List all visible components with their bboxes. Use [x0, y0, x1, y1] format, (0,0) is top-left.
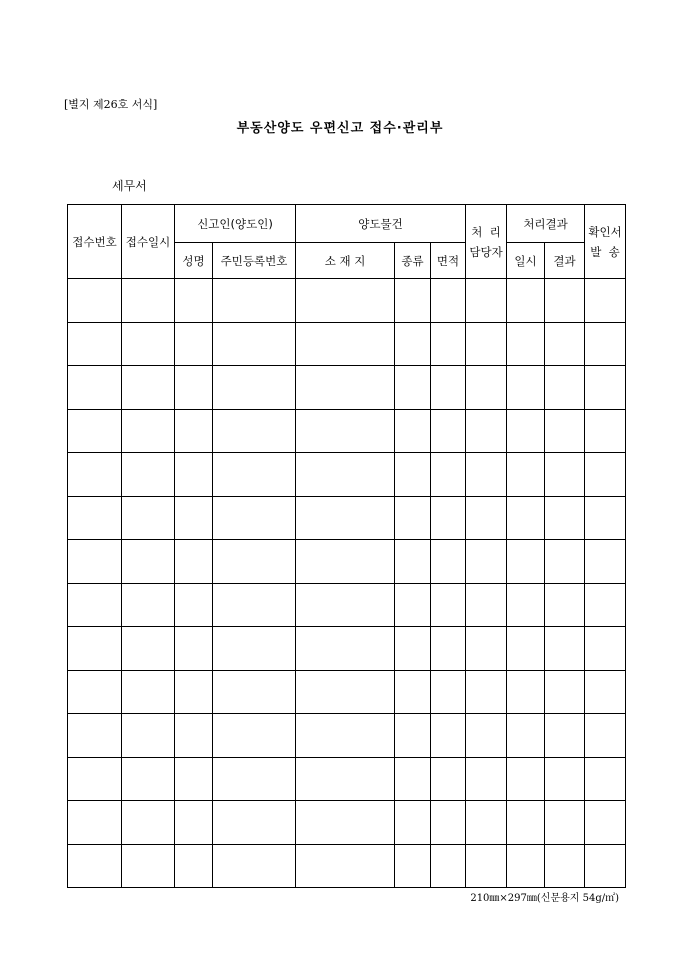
- table-row: [68, 627, 626, 671]
- cell-receipt-no[interactable]: [68, 322, 122, 366]
- table-row: [68, 366, 626, 410]
- cell-name[interactable]: [175, 322, 213, 366]
- cell-receipt-date[interactable]: [122, 801, 175, 845]
- cell-type[interactable]: [395, 279, 431, 323]
- cell-handler[interactable]: [466, 540, 507, 584]
- table-row: [68, 540, 626, 584]
- cell-location[interactable]: [296, 540, 395, 584]
- cell-result[interactable]: [545, 540, 585, 584]
- cell-result-date[interactable]: [507, 366, 545, 410]
- cell-handler[interactable]: [466, 279, 507, 323]
- cell-name[interactable]: [175, 279, 213, 323]
- cell-result-date[interactable]: [507, 279, 545, 323]
- table-row: [68, 801, 626, 845]
- cell-result-date[interactable]: [507, 409, 545, 453]
- cell-receipt-date[interactable]: [122, 453, 175, 497]
- cell-name[interactable]: [175, 757, 213, 801]
- cell-resident-no[interactable]: [213, 757, 296, 801]
- cell-resident-no[interactable]: [213, 670, 296, 714]
- cell-receipt-no[interactable]: [68, 540, 122, 584]
- cell-result[interactable]: [545, 322, 585, 366]
- header-handler-line2: 담당자: [469, 244, 503, 259]
- header-reporter: 신고인(양도인): [175, 205, 296, 243]
- cell-receipt-no[interactable]: [68, 714, 122, 758]
- header-result-date: 일시: [507, 243, 545, 279]
- cell-handler[interactable]: [466, 366, 507, 410]
- cell-result[interactable]: [545, 627, 585, 671]
- ledger-table: [67, 204, 626, 888]
- cell-type[interactable]: [395, 366, 431, 410]
- cell-resident-no[interactable]: [213, 801, 296, 845]
- table-row: [68, 322, 626, 366]
- cell-receipt-date[interactable]: [122, 540, 175, 584]
- cell-result-date[interactable]: [507, 757, 545, 801]
- cell-receipt-date[interactable]: [122, 627, 175, 671]
- cell-receipt-date[interactable]: [122, 496, 175, 540]
- cell-location[interactable]: [296, 714, 395, 758]
- header-resident-no: 주민등록번호: [213, 243, 296, 279]
- cell-name[interactable]: [175, 714, 213, 758]
- cell-result[interactable]: [545, 714, 585, 758]
- cell-location[interactable]: [296, 279, 395, 323]
- paper-spec-footer: 210㎜×297㎜(신문용지 54g/㎡): [470, 893, 619, 904]
- cell-confirm[interactable]: [585, 366, 626, 410]
- header-name: 성명: [175, 243, 213, 279]
- cell-area[interactable]: [431, 409, 466, 453]
- cell-receipt-date[interactable]: [122, 670, 175, 714]
- cell-resident-no[interactable]: [213, 714, 296, 758]
- cell-type[interactable]: [395, 453, 431, 497]
- cell-type[interactable]: [395, 409, 431, 453]
- cell-result[interactable]: [545, 366, 585, 410]
- cell-receipt-no[interactable]: [68, 627, 122, 671]
- cell-area[interactable]: [431, 366, 466, 410]
- cell-receipt-no[interactable]: [68, 409, 122, 453]
- cell-location[interactable]: [296, 757, 395, 801]
- header-location: 소 재 지: [296, 243, 395, 279]
- cell-receipt-date[interactable]: [122, 757, 175, 801]
- cell-location[interactable]: [296, 496, 395, 540]
- cell-result-date[interactable]: [507, 670, 545, 714]
- cell-location[interactable]: [296, 627, 395, 671]
- cell-result[interactable]: [545, 496, 585, 540]
- table-row: [68, 496, 626, 540]
- cell-type[interactable]: [395, 496, 431, 540]
- cell-type[interactable]: [395, 844, 431, 888]
- cell-receipt-date[interactable]: [122, 279, 175, 323]
- cell-handler[interactable]: [466, 453, 507, 497]
- cell-location[interactable]: [296, 453, 395, 497]
- cell-result-date[interactable]: [507, 627, 545, 671]
- cell-handler[interactable]: [466, 627, 507, 671]
- ledger-body: [68, 279, 626, 888]
- cell-name[interactable]: [175, 583, 213, 627]
- cell-confirm[interactable]: [585, 540, 626, 584]
- cell-confirm[interactable]: [585, 583, 626, 627]
- cell-location[interactable]: [296, 366, 395, 410]
- cell-confirm[interactable]: [585, 279, 626, 323]
- cell-result-date[interactable]: [507, 583, 545, 627]
- cell-area[interactable]: [431, 757, 466, 801]
- header-result: 결과: [545, 243, 585, 279]
- cell-result[interactable]: [545, 279, 585, 323]
- cell-resident-no[interactable]: [213, 409, 296, 453]
- cell-area[interactable]: [431, 583, 466, 627]
- cell-receipt-date[interactable]: [122, 322, 175, 366]
- header-handler: [466, 205, 507, 279]
- cell-name[interactable]: [175, 801, 213, 845]
- cell-location[interactable]: [296, 670, 395, 714]
- cell-result-date[interactable]: [507, 801, 545, 845]
- cell-area[interactable]: [431, 670, 466, 714]
- cell-receipt-no[interactable]: [68, 583, 122, 627]
- cell-confirm[interactable]: [585, 714, 626, 758]
- table-row: [68, 714, 626, 758]
- cell-type[interactable]: [395, 322, 431, 366]
- cell-type[interactable]: [395, 627, 431, 671]
- cell-handler[interactable]: [466, 496, 507, 540]
- cell-resident-no[interactable]: [213, 366, 296, 410]
- cell-result[interactable]: [545, 757, 585, 801]
- cell-receipt-date[interactable]: [122, 366, 175, 410]
- table-row: [68, 279, 626, 323]
- table-row: [68, 409, 626, 453]
- cell-name[interactable]: [175, 496, 213, 540]
- table-row: [68, 453, 626, 497]
- cell-resident-no[interactable]: [213, 322, 296, 366]
- cell-receipt-no[interactable]: [68, 844, 122, 888]
- cell-confirm[interactable]: [585, 670, 626, 714]
- cell-receipt-date[interactable]: [122, 844, 175, 888]
- cell-type[interactable]: [395, 670, 431, 714]
- cell-receipt-no[interactable]: [68, 366, 122, 410]
- cell-name[interactable]: [175, 453, 213, 497]
- cell-area[interactable]: [431, 714, 466, 758]
- cell-resident-no[interactable]: [213, 496, 296, 540]
- cell-handler[interactable]: [466, 322, 507, 366]
- cell-name[interactable]: [175, 670, 213, 714]
- cell-handler[interactable]: [466, 844, 507, 888]
- cell-result[interactable]: [545, 409, 585, 453]
- cell-handler[interactable]: [466, 801, 507, 845]
- cell-result-date[interactable]: [507, 540, 545, 584]
- header-property: 양도물건: [296, 205, 466, 243]
- cell-confirm[interactable]: [585, 453, 626, 497]
- cell-result-date[interactable]: [507, 453, 545, 497]
- cell-confirm[interactable]: [585, 627, 626, 671]
- cell-location[interactable]: [296, 409, 395, 453]
- cell-type[interactable]: [395, 583, 431, 627]
- cell-result-date[interactable]: [507, 322, 545, 366]
- table-row: [68, 757, 626, 801]
- cell-area[interactable]: [431, 453, 466, 497]
- header-confirm-line1: 확인서: [588, 224, 622, 239]
- header-receipt-date: 접수일시: [122, 205, 175, 279]
- header-confirm: [585, 205, 626, 279]
- cell-confirm[interactable]: [585, 801, 626, 845]
- header-area: 면적: [431, 243, 466, 279]
- cell-confirm[interactable]: [585, 322, 626, 366]
- cell-name[interactable]: [175, 844, 213, 888]
- form-number-label: [별지 제26호 서식]: [64, 98, 158, 111]
- cell-confirm[interactable]: [585, 496, 626, 540]
- header-result-group: 처리결과: [507, 205, 585, 243]
- cell-resident-no[interactable]: [213, 627, 296, 671]
- cell-name[interactable]: [175, 540, 213, 584]
- cell-receipt-no[interactable]: [68, 801, 122, 845]
- cell-receipt-date[interactable]: [122, 714, 175, 758]
- cell-receipt-no[interactable]: [68, 757, 122, 801]
- cell-location[interactable]: [296, 583, 395, 627]
- cell-area[interactable]: [431, 627, 466, 671]
- table-row: [68, 583, 626, 627]
- header-handler-line1: 처 리: [471, 224, 501, 239]
- cell-receipt-no[interactable]: [68, 453, 122, 497]
- cell-area[interactable]: [431, 279, 466, 323]
- cell-type[interactable]: [395, 801, 431, 845]
- header-receipt-no: 접수번호: [68, 205, 122, 279]
- cell-handler[interactable]: [466, 409, 507, 453]
- cell-location[interactable]: [296, 322, 395, 366]
- cell-result-date[interactable]: [507, 844, 545, 888]
- cell-resident-no[interactable]: [213, 540, 296, 584]
- cell-name[interactable]: [175, 627, 213, 671]
- cell-result[interactable]: [545, 844, 585, 888]
- cell-receipt-no[interactable]: [68, 670, 122, 714]
- cell-result[interactable]: [545, 583, 585, 627]
- cell-resident-no[interactable]: [213, 279, 296, 323]
- header-type: 종류: [395, 243, 431, 279]
- cell-resident-no[interactable]: [213, 844, 296, 888]
- cell-receipt-no[interactable]: [68, 279, 122, 323]
- cell-location[interactable]: [296, 801, 395, 845]
- cell-resident-no[interactable]: [213, 453, 296, 497]
- cell-area[interactable]: [431, 496, 466, 540]
- header-confirm-line2: 발 송: [590, 244, 620, 259]
- cell-type[interactable]: [395, 540, 431, 584]
- cell-name[interactable]: [175, 366, 213, 410]
- cell-receipt-date[interactable]: [122, 409, 175, 453]
- cell-handler[interactable]: [466, 670, 507, 714]
- cell-confirm[interactable]: [585, 844, 626, 888]
- cell-result-date[interactable]: [507, 496, 545, 540]
- cell-area[interactable]: [431, 540, 466, 584]
- cell-type[interactable]: [395, 757, 431, 801]
- cell-name[interactable]: [175, 409, 213, 453]
- cell-area[interactable]: [431, 322, 466, 366]
- cell-handler[interactable]: [466, 583, 507, 627]
- cell-location[interactable]: [296, 844, 395, 888]
- cell-confirm[interactable]: [585, 409, 626, 453]
- document-title: 부동산양도 우편신고 접수·관리부: [236, 121, 444, 136]
- table-row: [68, 844, 626, 888]
- cell-resident-no[interactable]: [213, 583, 296, 627]
- cell-result[interactable]: [545, 670, 585, 714]
- cell-type[interactable]: [395, 714, 431, 758]
- cell-receipt-no[interactable]: [68, 496, 122, 540]
- cell-result[interactable]: [545, 453, 585, 497]
- cell-handler[interactable]: [466, 757, 507, 801]
- table-row: [68, 670, 626, 714]
- cell-area[interactable]: [431, 801, 466, 845]
- cell-area[interactable]: [431, 844, 466, 888]
- cell-result[interactable]: [545, 801, 585, 845]
- cell-confirm[interactable]: [585, 757, 626, 801]
- cell-receipt-date[interactable]: [122, 583, 175, 627]
- cell-result-date[interactable]: [507, 714, 545, 758]
- tax-office-label: 세무서: [112, 179, 147, 193]
- cell-handler[interactable]: [466, 714, 507, 758]
